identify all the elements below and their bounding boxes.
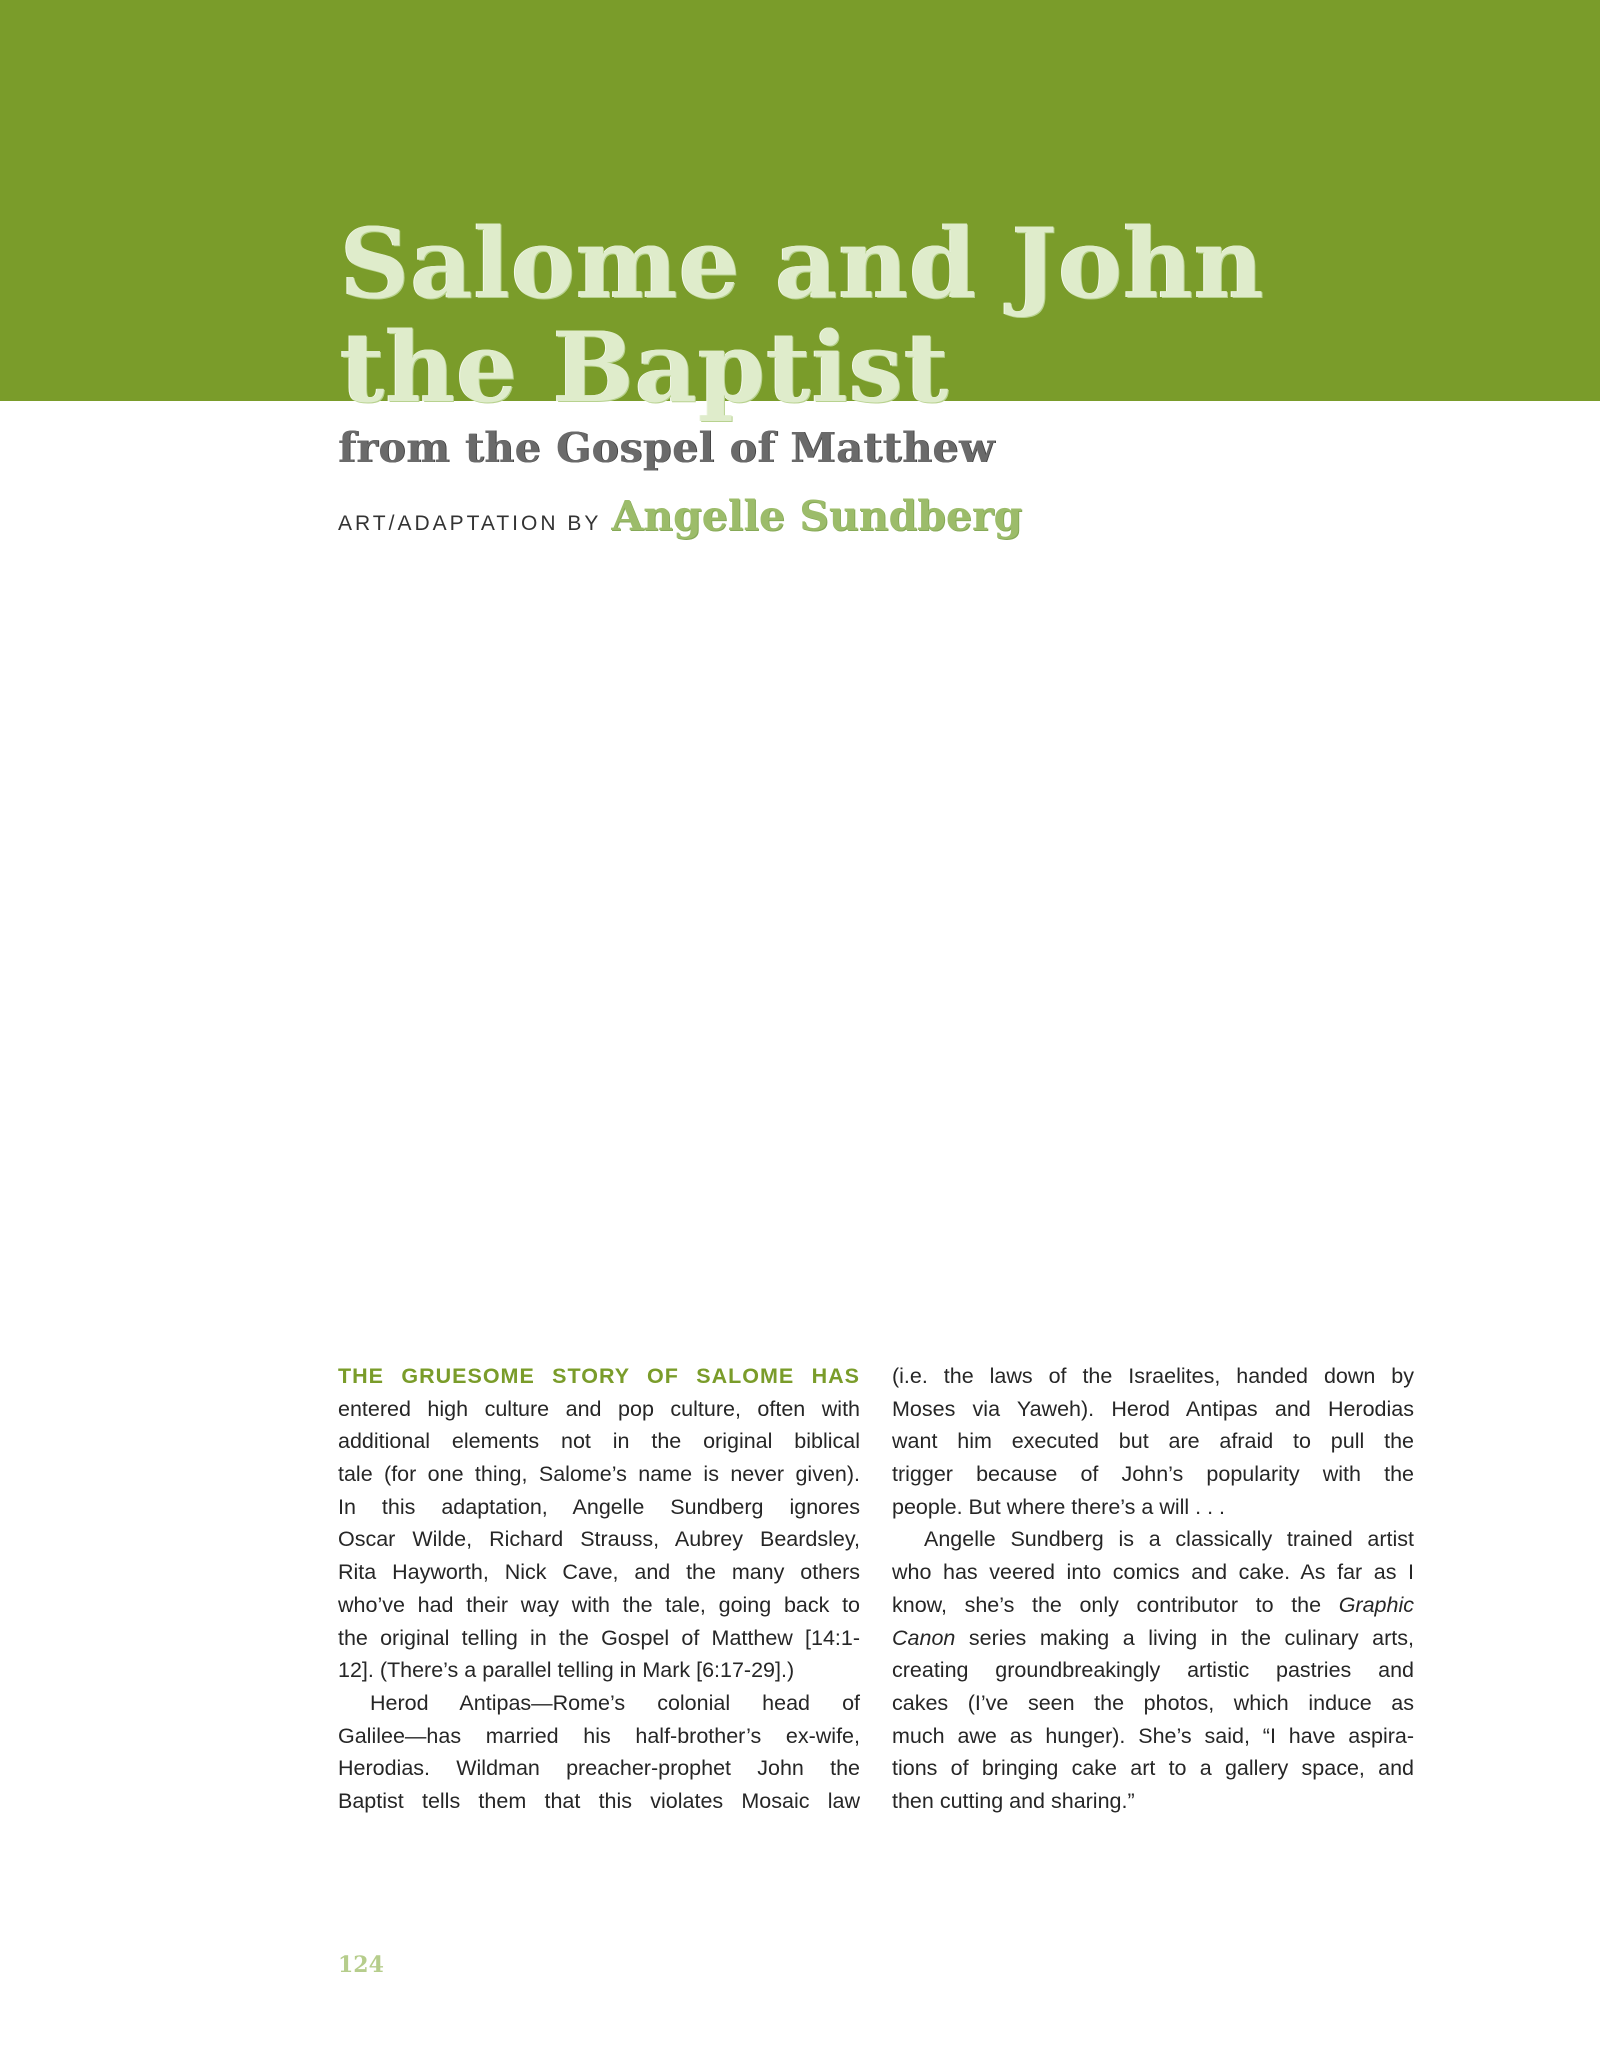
- body-text-line: Oscar Wilde, Richard Strauss, Aubrey Beardsley,: [338, 1527, 860, 1552]
- body-column-left: [338, 1360, 860, 1818]
- body-text-line: Moses via Yaweh). Herod Antipas and Herodias: [892, 1396, 1414, 1421]
- page-number: 124: [338, 1952, 384, 1978]
- lead-in-text: [338, 1360, 860, 1393]
- body-column-right: [892, 1360, 1414, 1818]
- title-line-1: Salome and John: [340, 207, 1265, 320]
- body-text-line: want him executed but are afraid to pull the: [892, 1429, 1414, 1454]
- body-text-line: know, she’s the only contributor to the Graphic: [892, 1592, 1414, 1617]
- body-text-line: entered high culture and pop culture, often with: [338, 1396, 860, 1421]
- subtitle: from the Gospel of Matthew: [338, 424, 995, 472]
- body-text-line: who has veered into comics and cake. As far as I: [892, 1560, 1414, 1585]
- body-text-line: Galilee—has married his half-brother’s ex-wife,: [338, 1723, 860, 1748]
- body-text-line: trigger because of John’s popularity with the: [892, 1462, 1414, 1487]
- byline-label: ART/ADAPTATION BY: [338, 512, 602, 535]
- body-text-line: tions of bringing cake art to a gallery space, and: [892, 1756, 1414, 1781]
- body-text-line: Herodias. Wildman preacher-prophet John the: [338, 1756, 860, 1781]
- body-text-line: people. But where there’s a will . . .: [892, 1494, 1226, 1519]
- body-text-line: Herod Antipas—Rome’s colonial head of: [370, 1690, 860, 1715]
- body-text-line: tale (for one thing, Salome’s name is never given).: [338, 1462, 860, 1487]
- byline-name: Angelle Sundberg: [611, 492, 1023, 540]
- body-text-line: who’ve had their way with the tale, going back to: [338, 1592, 860, 1617]
- title-line-2: the Baptist: [340, 311, 950, 424]
- page-title: [340, 207, 1265, 424]
- body-text-line: Rita Hayworth, Nick Cave, and the many others: [338, 1560, 860, 1585]
- body-text-line: then cutting and sharing.”: [892, 1788, 1135, 1813]
- body-text-line: much awe as hunger). She’s said, “I have aspira-: [892, 1723, 1414, 1748]
- body-text-line: In this adaptation, Angelle Sundberg ignores: [338, 1494, 860, 1519]
- body-text-line: the original telling in the Gospel of Matthew [14:1-: [338, 1625, 860, 1650]
- lead-in: THE GRUESOME STORY OF SALOME HAS: [338, 1364, 860, 1388]
- body-text-line: Angelle Sundberg is a classically trained artist: [924, 1527, 1414, 1552]
- body-text-line: (i.e. the laws of the Israelites, handed down by: [892, 1364, 1414, 1388]
- body-text-line: cakes (I’ve seen the photos, which induce as: [892, 1690, 1414, 1715]
- body-text-line: 12]. (There’s a parallel telling in Mark [6:17-29].): [338, 1658, 795, 1683]
- byline: [338, 492, 1022, 540]
- body-text-line: creating groundbreakingly artistic pastries and: [892, 1658, 1414, 1683]
- body-text-line: Canon series making a living in the culinary arts,: [892, 1625, 1414, 1650]
- body-text-line: Baptist tells them that this violates Mosaic law: [338, 1788, 860, 1813]
- body-text-line: additional elements not in the original biblical: [338, 1429, 860, 1454]
